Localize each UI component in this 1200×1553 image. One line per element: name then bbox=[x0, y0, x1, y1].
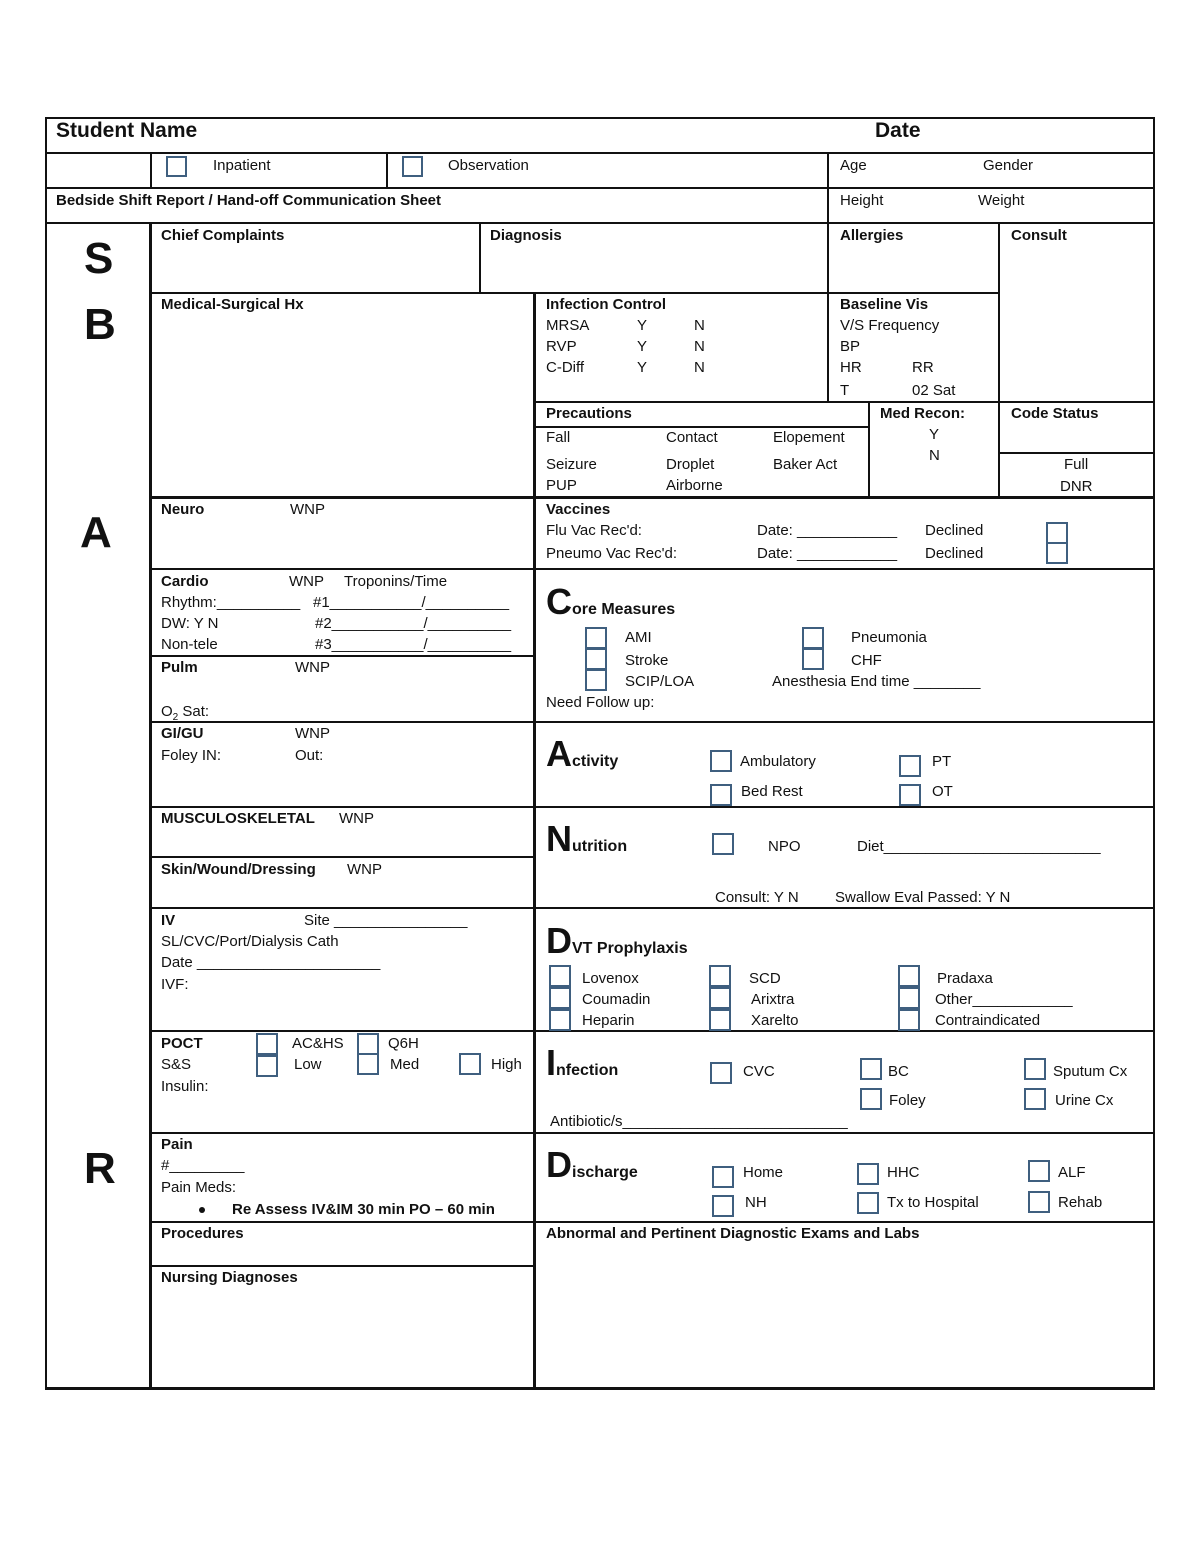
border-bottom bbox=[45, 1387, 1155, 1390]
heparin-label: Heparin bbox=[582, 1012, 635, 1029]
med-recon-title: Med Recon: bbox=[880, 405, 966, 422]
rehab-checkbox[interactable] bbox=[1028, 1191, 1050, 1213]
chf-checkbox[interactable] bbox=[802, 648, 824, 670]
alf-label: ALF bbox=[1058, 1164, 1086, 1181]
rule bbox=[535, 568, 1155, 570]
home-label: Home bbox=[743, 1164, 784, 1181]
q6h-checkbox[interactable] bbox=[357, 1033, 379, 1055]
ami-label: AMI bbox=[625, 629, 652, 646]
precaution-baker-act[interactable]: Baker Act bbox=[773, 456, 838, 473]
rule bbox=[827, 152, 829, 224]
antibiotic-field[interactable]: Antibiotic/s___________________________ bbox=[550, 1113, 848, 1130]
discharge-title: Discharge bbox=[546, 1144, 638, 1185]
skin-wnp[interactable]: WNP bbox=[347, 861, 382, 878]
ambulatory-label: Ambulatory bbox=[740, 753, 816, 770]
sbar-r: R bbox=[84, 1144, 116, 1193]
npo-checkbox[interactable] bbox=[712, 833, 734, 855]
home-checkbox[interactable] bbox=[712, 1166, 734, 1188]
pneumonia-label: Pneumonia bbox=[851, 629, 927, 646]
activity-title: Activity bbox=[546, 733, 619, 774]
iv-site-field[interactable]: Site ________________ bbox=[304, 912, 468, 929]
rule bbox=[533, 292, 536, 1389]
pneumo-vac-date[interactable]: Date: ____________ bbox=[757, 545, 898, 562]
temp-label: T bbox=[840, 382, 850, 399]
inpatient-checkbox[interactable] bbox=[166, 156, 187, 177]
rule bbox=[827, 222, 829, 402]
lovenox-label: Lovenox bbox=[582, 970, 639, 987]
rr-label: RR bbox=[912, 359, 934, 376]
musculoskeletal-title: MUSCULOSKELETAL bbox=[161, 810, 315, 827]
diagnosis-label: Diagnosis bbox=[490, 227, 562, 244]
ami-checkbox[interactable] bbox=[585, 627, 607, 649]
rule bbox=[150, 568, 535, 570]
gigu-title: GI/GU bbox=[161, 725, 204, 742]
rule bbox=[150, 856, 535, 858]
rule bbox=[150, 907, 535, 909]
foley-out-field[interactable]: Out: bbox=[295, 747, 324, 764]
border-left bbox=[45, 117, 47, 1390]
iv-title: IV bbox=[161, 912, 176, 929]
ic-cdiff-n[interactable]: N bbox=[694, 359, 705, 376]
rule bbox=[535, 907, 1155, 909]
pain-meds-field[interactable]: Pain Meds: bbox=[161, 1179, 237, 1196]
ic-cdiff-label: C-Diff bbox=[546, 359, 585, 376]
low-label: Low bbox=[294, 1056, 322, 1073]
flu-declined-checkbox[interactable] bbox=[1046, 522, 1068, 544]
code-dnr[interactable]: DNR bbox=[1060, 478, 1093, 495]
tx-hospital-label: Tx to Hospital bbox=[887, 1194, 979, 1211]
low-checkbox[interactable] bbox=[256, 1055, 278, 1077]
heparin-checkbox[interactable] bbox=[549, 1009, 571, 1031]
nontele-label: Non-tele bbox=[161, 636, 218, 653]
xarelto-label: Xarelto bbox=[751, 1012, 799, 1029]
bed-rest-label: Bed Rest bbox=[741, 783, 803, 800]
ivf-field[interactable]: IVF: bbox=[161, 976, 189, 993]
pain-reassess-note: Re Assess IV&IM 30 min PO – 60 min bbox=[232, 1201, 495, 1218]
rule bbox=[150, 1221, 535, 1223]
ic-cdiff-y[interactable]: Y bbox=[637, 359, 648, 376]
rule bbox=[150, 1030, 535, 1032]
lovenox-checkbox[interactable] bbox=[549, 965, 571, 987]
dvt-title: DVT Prophylaxis bbox=[546, 920, 688, 961]
age-label: Age bbox=[840, 157, 867, 174]
arixtra-checkbox[interactable] bbox=[709, 987, 731, 1009]
allergies-label: Allergies bbox=[840, 227, 904, 244]
abnormal-labs-title: Abnormal and Pertinent Diagnostic Exams and Labs bbox=[546, 1225, 920, 1242]
chief-complaints-label: Chief Complaints bbox=[161, 227, 285, 244]
vs-frequency-label: V/S Frequency bbox=[840, 317, 940, 334]
cardio-wnp[interactable]: WNP bbox=[289, 573, 324, 590]
dw-field[interactable]: DW: Y N bbox=[161, 615, 219, 632]
rule bbox=[386, 152, 388, 188]
rule bbox=[535, 1132, 1155, 1134]
med-recon-n[interactable]: N bbox=[929, 447, 940, 464]
rule bbox=[535, 426, 870, 428]
precautions-title: Precautions bbox=[546, 405, 632, 422]
infection-control-title: Infection Control bbox=[546, 296, 666, 313]
pneumo-declined-label: Declined bbox=[925, 545, 984, 562]
nutrition-consult-field[interactable]: Consult: Y N bbox=[715, 889, 799, 906]
bp-label: BP bbox=[840, 338, 861, 355]
rule bbox=[45, 187, 1155, 189]
ot-checkbox[interactable] bbox=[899, 784, 921, 806]
cvc-label: CVC bbox=[743, 1063, 775, 1080]
inpatient-label: Inpatient bbox=[213, 157, 271, 174]
med-label: Med bbox=[390, 1056, 420, 1073]
sbar-a: A bbox=[80, 508, 112, 557]
precaution-airborne[interactable]: Airborne bbox=[666, 477, 723, 494]
rhythm-field[interactable]: Rhythm:__________ bbox=[161, 594, 301, 611]
rule bbox=[150, 806, 535, 808]
insulin-field[interactable]: Insulin: bbox=[161, 1078, 209, 1095]
hhc-label: HHC bbox=[887, 1164, 920, 1181]
ambulatory-checkbox[interactable] bbox=[710, 750, 732, 772]
pradaxa-label: Pradaxa bbox=[937, 970, 993, 987]
urine-cx-label: Urine Cx bbox=[1055, 1092, 1114, 1109]
pain-score-field[interactable]: #_________ bbox=[161, 1157, 245, 1174]
nutrition-title: Nutrition bbox=[546, 818, 628, 859]
ic-mrsa-label: MRSA bbox=[546, 317, 590, 334]
achs-label: AC&HS bbox=[292, 1035, 344, 1052]
alf-checkbox[interactable] bbox=[1028, 1160, 1050, 1182]
flu-vac-label: Flu Vac Rec'd: bbox=[546, 522, 642, 539]
ot-label: OT bbox=[932, 783, 953, 800]
troponins-label: Troponins/Time bbox=[344, 573, 448, 590]
poct-title: POCT bbox=[161, 1035, 203, 1052]
diet-field[interactable]: Diet__________________________ bbox=[857, 838, 1101, 855]
foley-in-field[interactable]: Foley IN: bbox=[161, 747, 222, 764]
pneumo-declined-checkbox[interactable] bbox=[1046, 542, 1068, 564]
iv-date-field[interactable]: Date ______________________ bbox=[161, 954, 381, 971]
high-checkbox[interactable] bbox=[459, 1053, 481, 1075]
bed-rest-checkbox[interactable] bbox=[710, 784, 732, 806]
core-measures-title: Core Measures bbox=[546, 581, 676, 622]
rule bbox=[150, 292, 1000, 294]
rule bbox=[535, 1221, 1155, 1223]
code-status-title: Code Status bbox=[1011, 405, 1099, 422]
pain-title: Pain bbox=[161, 1136, 193, 1153]
cardio-title: Cardio bbox=[161, 573, 209, 590]
med-checkbox[interactable] bbox=[357, 1053, 379, 1075]
weight-label: Weight bbox=[978, 192, 1025, 209]
pradaxa-checkbox[interactable] bbox=[898, 965, 920, 987]
coumadin-label: Coumadin bbox=[582, 991, 651, 1008]
rule bbox=[535, 806, 1155, 808]
rule bbox=[150, 1265, 535, 1267]
cvc-checkbox[interactable] bbox=[710, 1062, 732, 1084]
neuro-title: Neuro bbox=[161, 501, 205, 518]
pt-checkbox[interactable] bbox=[899, 755, 921, 777]
ic-rvp-label: RVP bbox=[546, 338, 577, 355]
border-right bbox=[1153, 117, 1155, 1390]
troponin-1[interactable]: #1___________/__________ bbox=[313, 594, 510, 611]
date-label: Date bbox=[875, 119, 921, 142]
sheet-title: Bedside Shift Report / Hand-off Communication Sheet bbox=[56, 192, 442, 209]
precaution-seizure[interactable]: Seizure bbox=[546, 456, 597, 473]
ic-rvp-n[interactable]: N bbox=[694, 338, 705, 355]
rule bbox=[150, 496, 1155, 499]
pt-label: PT bbox=[932, 753, 952, 770]
rule bbox=[150, 152, 152, 188]
vaccines-title: Vaccines bbox=[546, 501, 611, 518]
ic-mrsa-n[interactable]: N bbox=[694, 317, 705, 334]
coumadin-checkbox[interactable] bbox=[549, 987, 571, 1009]
rule bbox=[45, 222, 1155, 224]
pneumo-vac-label: Pneumo Vac Rec'd: bbox=[546, 545, 677, 562]
consult-label: Consult bbox=[1011, 227, 1067, 244]
sbar-s: S bbox=[84, 234, 114, 283]
pulm-title: Pulm bbox=[161, 659, 198, 676]
scd-label: SCD bbox=[749, 970, 781, 987]
scip-checkbox[interactable] bbox=[585, 669, 607, 691]
stroke-checkbox[interactable] bbox=[585, 648, 607, 670]
anesthesia-end-field[interactable]: Anesthesia End time ________ bbox=[772, 673, 981, 690]
baseline-vs-title: Baseline Vis bbox=[840, 296, 929, 313]
hr-label: HR bbox=[840, 359, 862, 376]
rule bbox=[45, 152, 1155, 154]
rule bbox=[535, 721, 1155, 723]
musculoskeletal-wnp[interactable]: WNP bbox=[339, 810, 374, 827]
other-checkbox[interactable] bbox=[898, 987, 920, 1009]
contraindicated-checkbox[interactable] bbox=[898, 1009, 920, 1031]
rule bbox=[998, 222, 1000, 498]
o2-sat-label: 02 Sat bbox=[912, 382, 956, 399]
precaution-contact[interactable]: Contact bbox=[666, 429, 718, 446]
scd-checkbox[interactable] bbox=[709, 965, 731, 987]
precaution-fall[interactable]: Fall bbox=[546, 429, 571, 446]
observation-label: Observation bbox=[448, 157, 529, 174]
need-follow-up-label: Need Follow up: bbox=[546, 694, 655, 711]
rule bbox=[479, 222, 481, 293]
bc-label: BC bbox=[888, 1063, 909, 1080]
hhc-checkbox[interactable] bbox=[857, 1163, 879, 1185]
ic-rvp-y[interactable]: Y bbox=[637, 338, 648, 355]
o2-sat-field: $O_2$ Sat: bbox=[161, 703, 210, 723]
pneumonia-checkbox[interactable] bbox=[802, 627, 824, 649]
precaution-elopement[interactable]: Elopement bbox=[773, 429, 845, 446]
skin-title: Skin/Wound/Dressing bbox=[161, 861, 316, 878]
code-full[interactable]: Full bbox=[1064, 456, 1089, 473]
bullet bbox=[199, 1207, 205, 1213]
rule bbox=[150, 1132, 535, 1134]
infection-title: Infection bbox=[546, 1042, 619, 1083]
high-label: High bbox=[491, 1056, 522, 1073]
sputum-cx-checkbox[interactable] bbox=[1024, 1058, 1046, 1080]
iv-access-label: SL/CVC/Port/Dialysis Cath bbox=[161, 933, 339, 950]
urine-cx-checkbox[interactable] bbox=[1024, 1088, 1046, 1110]
precaution-pup[interactable]: PUP bbox=[546, 477, 577, 494]
nh-label: NH bbox=[745, 1194, 767, 1211]
pulm-wnp[interactable]: WNP bbox=[295, 659, 330, 676]
chf-label: CHF bbox=[851, 652, 882, 669]
arixtra-label: Arixtra bbox=[751, 991, 795, 1008]
xarelto-checkbox[interactable] bbox=[709, 1009, 731, 1031]
stroke-label: Stroke bbox=[625, 652, 669, 669]
rehab-label: Rehab bbox=[1058, 1194, 1103, 1211]
npo-label: NPO bbox=[768, 838, 801, 855]
foley-label: Foley bbox=[889, 1092, 926, 1109]
ss-label: S&S bbox=[161, 1056, 192, 1073]
troponin-3[interactable]: #3___________/__________ bbox=[315, 636, 512, 653]
nursing-dx-title: Nursing Diagnoses bbox=[161, 1269, 298, 1286]
neuro-wnp[interactable]: WNP bbox=[290, 501, 325, 518]
swallow-eval-field[interactable]: Swallow Eval Passed: Y N bbox=[835, 889, 1011, 906]
nh-checkbox[interactable] bbox=[712, 1195, 734, 1217]
observation-checkbox[interactable] bbox=[402, 156, 423, 177]
bc-checkbox[interactable] bbox=[860, 1058, 882, 1080]
student-name-label: Student Name bbox=[56, 119, 198, 142]
flu-declined-label: Declined bbox=[925, 522, 984, 539]
rule bbox=[998, 452, 1155, 454]
rule bbox=[535, 1030, 1155, 1032]
tx-hospital-checkbox[interactable] bbox=[857, 1192, 879, 1214]
troponin-2[interactable]: #2___________/__________ bbox=[315, 615, 512, 632]
rule bbox=[535, 401, 1155, 403]
ic-mrsa-y[interactable]: Y bbox=[637, 317, 648, 334]
flu-vac-date[interactable]: Date: ____________ bbox=[757, 522, 898, 539]
gigu-wnp[interactable]: WNP bbox=[295, 725, 330, 742]
med-surg-hx-label: Medical-Surgical Hx bbox=[161, 296, 304, 313]
achs-checkbox[interactable] bbox=[256, 1033, 278, 1055]
foley-checkbox[interactable] bbox=[860, 1088, 882, 1110]
contraindicated-label: Contraindicated bbox=[935, 1012, 1041, 1029]
precaution-droplet[interactable]: Droplet bbox=[666, 456, 715, 473]
rule bbox=[868, 401, 870, 498]
sbar-b: B bbox=[84, 300, 116, 349]
q6h-label: Q6H bbox=[388, 1035, 419, 1052]
gender-label: Gender bbox=[983, 157, 1034, 174]
rule bbox=[150, 655, 535, 657]
other-field[interactable]: Other____________ bbox=[935, 991, 1073, 1008]
procedures-title: Procedures bbox=[161, 1225, 244, 1242]
border-top bbox=[45, 117, 1155, 119]
scip-label: SCIP/LOA bbox=[625, 673, 695, 690]
sputum-cx-label: Sputum Cx bbox=[1053, 1063, 1128, 1080]
height-label: Height bbox=[840, 192, 884, 209]
med-recon-y[interactable]: Y bbox=[929, 426, 940, 443]
